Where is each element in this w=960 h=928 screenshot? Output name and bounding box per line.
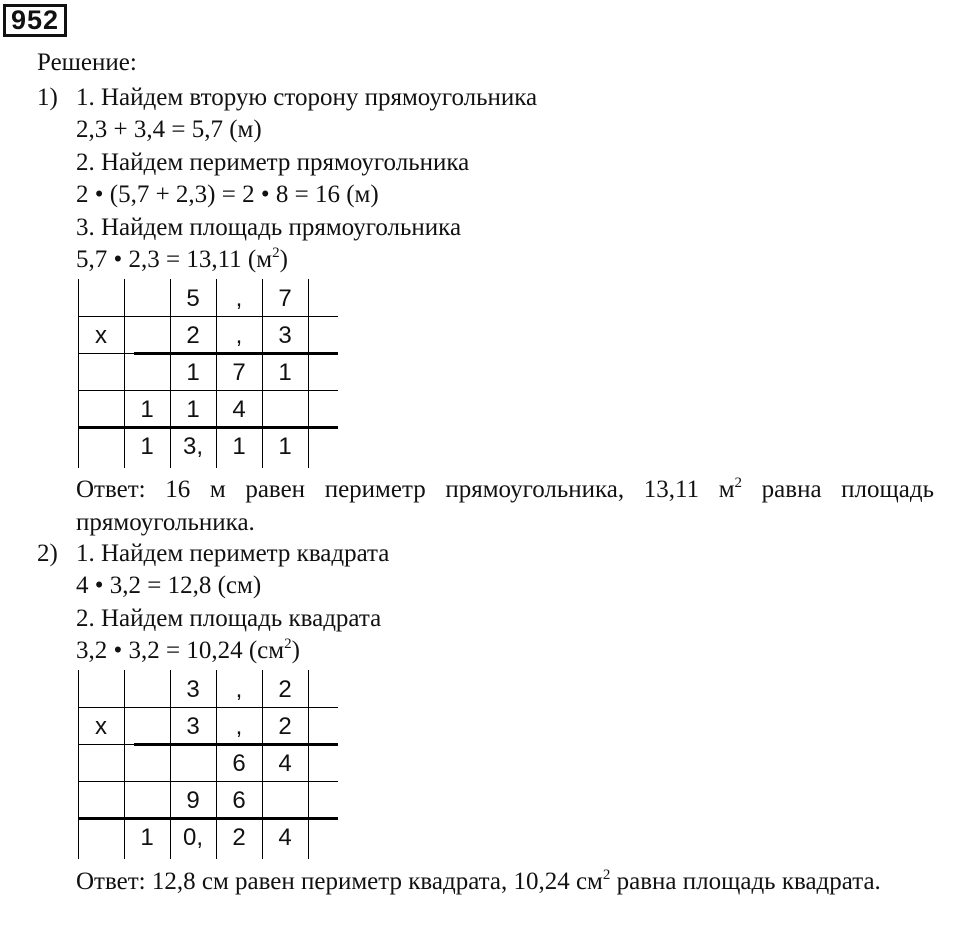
calc-3-superscript: 2 <box>272 245 280 261</box>
grid-2-cell <box>170 745 216 782</box>
grid-2-cell: 4 <box>278 750 292 777</box>
grid-2-cell <box>78 819 124 856</box>
part-2-calc-2 <box>76 637 300 665</box>
grid-1-cell <box>262 391 308 428</box>
grid-1-cell: , <box>235 285 243 312</box>
calc-2b-text: 3,2 • 3,2 = 10,24 (см <box>76 637 285 664</box>
grid-2-cell <box>124 708 170 745</box>
grid-2-cell <box>124 782 170 819</box>
calc-2b-close: ) <box>291 637 300 664</box>
part-1-step-2: 2. Найдем периметр прямоугольника <box>76 149 470 176</box>
grid-1-cell: 5 <box>186 285 200 312</box>
grid-2-cell: , <box>235 713 243 740</box>
part-1-step-1: 1. Найдем вторую сторону прямоугольника <box>76 84 538 111</box>
part-2-step-1: 1. Найдем периметр квадрата <box>76 540 390 567</box>
grid-2-cell: 0, <box>182 824 203 851</box>
solution-heading: Решение: <box>37 49 137 76</box>
grid-2-cell: 3 <box>186 676 200 703</box>
part-2-answer <box>76 865 934 898</box>
part-1-calc-1: 2,3 + 3,4 = 5,7 (м) <box>76 116 262 143</box>
grid-1-cell <box>78 428 124 465</box>
part-1-step-3: 3. Найдем площадь прямоугольника <box>76 214 462 241</box>
grid-1-cell: 1 <box>140 433 154 460</box>
answer-2-text: Ответ: 12,8 см равен периметр квадрата, 10,24 см <box>76 868 603 895</box>
grid-1-cell <box>124 317 170 354</box>
part-2-number: 2) <box>37 540 58 567</box>
grid-1-cell <box>124 354 170 391</box>
grid-1-cell: 7 <box>278 285 292 312</box>
grid-2-cell <box>124 671 170 708</box>
grid-2-cell <box>78 745 124 782</box>
answer-2-superscript: 2 <box>602 867 611 883</box>
grid-2-vline <box>308 670 309 859</box>
grid-1-vline <box>308 279 309 468</box>
grid-2-cell <box>262 782 308 819</box>
answer-1-text: Ответ: 16 м равен периметр прямоугольника, 13,11 м <box>76 476 735 503</box>
multiplication-grid-2 <box>78 670 338 859</box>
grid-1-cell: 7 <box>232 359 246 386</box>
calc-3-close: ) <box>279 246 288 273</box>
grid-2-cell: 2 <box>278 713 292 740</box>
grid-1-cell <box>124 280 170 317</box>
grid-1-cell: 4 <box>232 396 246 423</box>
grid-2-cell: , <box>235 676 243 703</box>
grid-2-cell <box>78 671 124 708</box>
problem-number-badge: 952 <box>3 4 67 37</box>
calc-2b-superscript: 2 <box>284 636 292 652</box>
grid-1-cell: 1 <box>140 396 154 423</box>
grid-1-cell: 2 <box>186 322 200 349</box>
part-2-calc-1: 4 • 3,2 = 12,8 (см) <box>76 572 262 599</box>
grid-1-cell: 1 <box>232 433 246 460</box>
grid-1-cell <box>78 354 124 391</box>
grid-2-cell: 3 <box>186 713 200 740</box>
grid-2-cell: 1 <box>140 824 154 851</box>
grid-1-cell: 1 <box>186 396 200 423</box>
grid-2-cell: 4 <box>278 824 292 851</box>
grid-2-cell <box>124 745 170 782</box>
grid-1-cell: , <box>235 322 243 349</box>
grid-1-cell: x <box>95 322 107 349</box>
grid-2-cell: 2 <box>232 824 246 851</box>
grid-1-cell: 1 <box>186 359 200 386</box>
grid-2-cell: 6 <box>232 750 246 777</box>
multiplication-grid-1 <box>78 279 338 468</box>
grid-2-cell: 9 <box>186 787 200 814</box>
part-1-calc-2: 2 • (5,7 + 2,3) = 2 • 8 = 16 (м) <box>76 181 379 208</box>
part-2-step-2: 2. Найдем площадь квадрата <box>76 605 382 632</box>
answer-1-tail: равна площадь прямоугольника. <box>76 476 934 536</box>
grid-1-cell <box>78 391 124 428</box>
grid-2-cell: 6 <box>232 787 246 814</box>
answer-2-tail: равна площадь квадрата. <box>610 868 881 895</box>
grid-1-cell: 3, <box>182 433 203 460</box>
part-1-calc-3 <box>76 246 288 274</box>
part-1-answer <box>76 473 934 539</box>
grid-1-cell: 1 <box>278 433 292 460</box>
grid-1-cell: 1 <box>278 359 292 386</box>
answer-1-superscript: 2 <box>734 475 743 491</box>
part-1-number: 1) <box>37 84 58 111</box>
grid-2-cell <box>78 782 124 819</box>
grid-2-cell: 2 <box>278 676 292 703</box>
grid-1-cell: 3 <box>278 322 292 349</box>
calc-3-text: 5,7 • 2,3 = 13,11 (м <box>76 246 273 273</box>
grid-2-cell: x <box>95 713 107 740</box>
grid-1-cell <box>78 280 124 317</box>
